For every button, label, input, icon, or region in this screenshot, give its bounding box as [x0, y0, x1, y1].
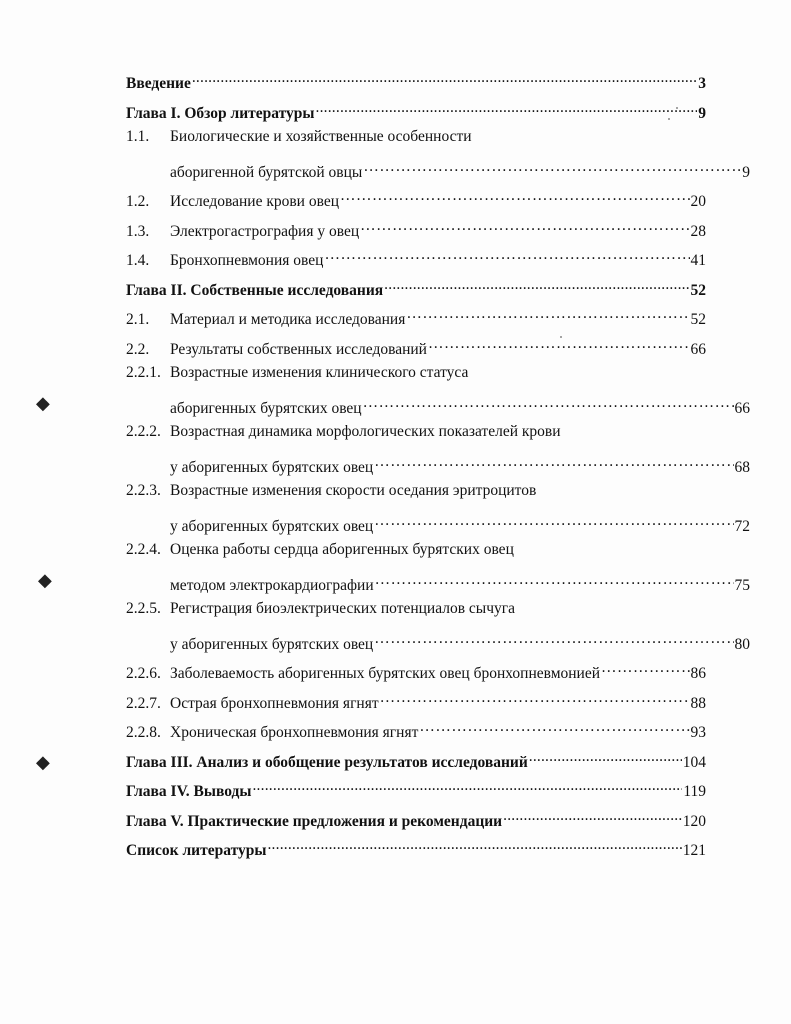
toc-entry-introduction[interactable]: [126, 68, 706, 98]
toc-entry-chapter-1[interactable]: [126, 98, 706, 128]
toc-entry-page: 80: [734, 635, 750, 653]
toc-entry-references[interactable]: [126, 835, 706, 865]
toc-entry-number: 2.2.7.: [126, 694, 161, 712]
toc-entry-title: Глава II. Собственные исследования: [126, 281, 384, 299]
toc-entry-page: 28: [690, 222, 706, 240]
toc-entry-1-1[interactable]: [126, 127, 750, 186]
toc-entry-page: 41: [690, 252, 706, 269]
toc-entry-title: Глава IV. Выводы: [126, 783, 252, 800]
toc-leader-dots: [406, 304, 689, 324]
toc-entry-page: 121: [682, 842, 706, 859]
toc-entry-page: 9: [698, 104, 706, 122]
toc-entry-number: 2.2.1.: [126, 364, 161, 381]
toc-entry-chapter-5[interactable]: [126, 806, 706, 836]
toc-entry-title: Исследование крови овец: [170, 193, 340, 210]
toc-leader-dots: [363, 157, 741, 177]
toc-entry-title: Бронхопневмония овец: [170, 252, 324, 269]
toc-entry-title: Возрастные изменения клинического статуса: [170, 364, 469, 381]
toc-entry-title: Электрогастрография у овец: [170, 222, 360, 240]
toc-leader-dots: [529, 747, 682, 767]
toc-entry-title: Глава III. Анализ и обобщение результатов исследований: [126, 753, 528, 771]
punch-hole-mark-icon: ◆: [36, 752, 50, 773]
toc-entry-title: Возрастная динамика морфологических показателей крови: [170, 423, 561, 440]
toc-entry-page: 3: [698, 75, 706, 92]
table-of-contents: [126, 68, 750, 865]
toc-entry-page: 20: [690, 193, 706, 210]
toc-entry-page: 72: [734, 517, 750, 535]
toc-entry-2-2-8[interactable]: [126, 717, 706, 747]
toc-entry-page: 66: [734, 399, 750, 417]
toc-leader-dots: [374, 511, 733, 531]
punch-hole-mark-icon: ◆: [36, 393, 50, 414]
toc-entry-page: 68: [734, 458, 750, 476]
toc-entry-title: Заболеваемость аборигенных бурятских овец бронхопневмонией: [170, 665, 601, 682]
toc-entry-title: Острая бронхопневмония ягнят: [170, 694, 379, 712]
toc-entry-2-2-5[interactable]: [126, 599, 750, 658]
toc-leader-dots: [375, 570, 734, 590]
toc-leader-dots: [340, 186, 689, 206]
toc-entry-number: 2.2.8.: [126, 724, 161, 741]
toc-leader-dots: [428, 334, 690, 354]
toc-leader-dots: [601, 658, 689, 678]
toc-entry-page: 104: [682, 753, 706, 771]
toc-entry-number: 1.4.: [126, 252, 150, 269]
toc-leader-dots: [252, 776, 682, 796]
toc-entry-2-1[interactable]: [126, 304, 706, 334]
toc-entry-title-continuation: аборигенной бурятской овцы: [170, 163, 363, 181]
toc-entry-page: 75: [734, 576, 750, 594]
toc-entry-title: Биологические и хозяйственные особенности: [170, 128, 472, 145]
toc-entry-number: 2.2.: [126, 340, 150, 358]
toc-leader-dots: [316, 98, 698, 118]
toc-leader-dots: [324, 245, 689, 265]
toc-entry-page: 52: [690, 311, 706, 328]
toc-entry-page: 88: [690, 694, 706, 712]
toc-leader-dots: [363, 393, 734, 413]
toc-entry-number: 2.2.6.: [126, 665, 161, 682]
toc-leader-dots: [380, 688, 690, 708]
toc-entry-title-continuation: у аборигенных бурятских овец: [170, 517, 374, 535]
toc-entry-number: 2.2.5.: [126, 600, 161, 617]
toc-entry-title: Возрастные изменения скорости оседания эритроцитов: [170, 482, 537, 499]
toc-leader-dots: [267, 835, 681, 855]
toc-entry-2-2[interactable]: [126, 334, 706, 364]
toc-entry-title: Глава I. Обзор литературы: [126, 104, 315, 122]
toc-entry-title-continuation: аборигенных бурятских овец: [170, 399, 362, 417]
toc-leader-dots: [384, 275, 689, 295]
toc-entry-2-2-2[interactable]: [126, 422, 750, 481]
toc-entry-title: Регистрация биоэлектрических потенциалов сычуга: [170, 600, 515, 617]
toc-leader-dots: [374, 452, 733, 472]
toc-entry-2-2-4[interactable]: [126, 540, 750, 599]
toc-entry-title: Материал и методика исследования: [170, 311, 406, 328]
toc-entry-title-continuation: у аборигенных бурятских овец: [170, 458, 374, 476]
toc-entry-chapter-2[interactable]: [126, 275, 706, 305]
toc-entry-title: Введение: [126, 75, 191, 92]
toc-entry-page: 93: [690, 724, 706, 741]
toc-entry-title-continuation: у аборигенных бурятских овец: [170, 635, 374, 653]
toc-entry-number: 1.3.: [126, 222, 150, 240]
toc-entry-number: 2.2.4.: [126, 541, 161, 558]
toc-leader-dots: [192, 68, 697, 88]
toc-entry-title: Глава V. Практические предложения и рекомендации: [126, 812, 503, 830]
toc-leader-dots: [360, 216, 689, 236]
toc-entry-number: 2.2.3.: [126, 482, 161, 499]
toc-entry-1-2[interactable]: [126, 186, 706, 216]
toc-entry-title: Оценка работы сердца аборигенных бурятских овец: [170, 541, 514, 558]
toc-entry-number: 2.1.: [126, 311, 150, 328]
toc-leader-dots: [374, 629, 733, 649]
toc-entry-chapter-4[interactable]: [126, 776, 706, 806]
toc-entry-chapter-3[interactable]: [126, 747, 706, 777]
toc-entry-number: 2.2.2.: [126, 423, 161, 440]
toc-leader-dots: [503, 806, 682, 826]
toc-entry-1-4[interactable]: [126, 245, 706, 275]
toc-entry-page: 52: [690, 281, 706, 299]
toc-entry-title: Список литературы: [126, 842, 267, 859]
toc-entry-page: 66: [690, 340, 706, 358]
toc-entry-page: 86: [690, 665, 706, 682]
toc-entry-title: Результаты собственных исследований: [170, 340, 427, 358]
toc-entry-page: 9: [742, 163, 750, 181]
punch-hole-mark-icon: ◆: [38, 570, 52, 591]
toc-entry-title-continuation: методом электрокардиографии: [170, 576, 374, 594]
toc-entry-2-2-3[interactable]: [126, 481, 750, 540]
toc-entry-2-2-6[interactable]: [126, 658, 706, 688]
toc-entry-page: 119: [683, 783, 706, 800]
toc-entry-number: 1.1.: [126, 128, 150, 145]
toc-entry-1-3[interactable]: [126, 216, 706, 246]
toc-leader-dots: [419, 717, 689, 737]
toc-entry-page: 120: [682, 812, 706, 830]
toc-entry-2-2-1[interactable]: [126, 363, 750, 422]
toc-entry-number: 1.2.: [126, 193, 150, 210]
toc-entry-2-2-7[interactable]: [126, 688, 706, 718]
toc-entry-title: Хроническая бронхопневмония ягнят: [170, 724, 419, 741]
